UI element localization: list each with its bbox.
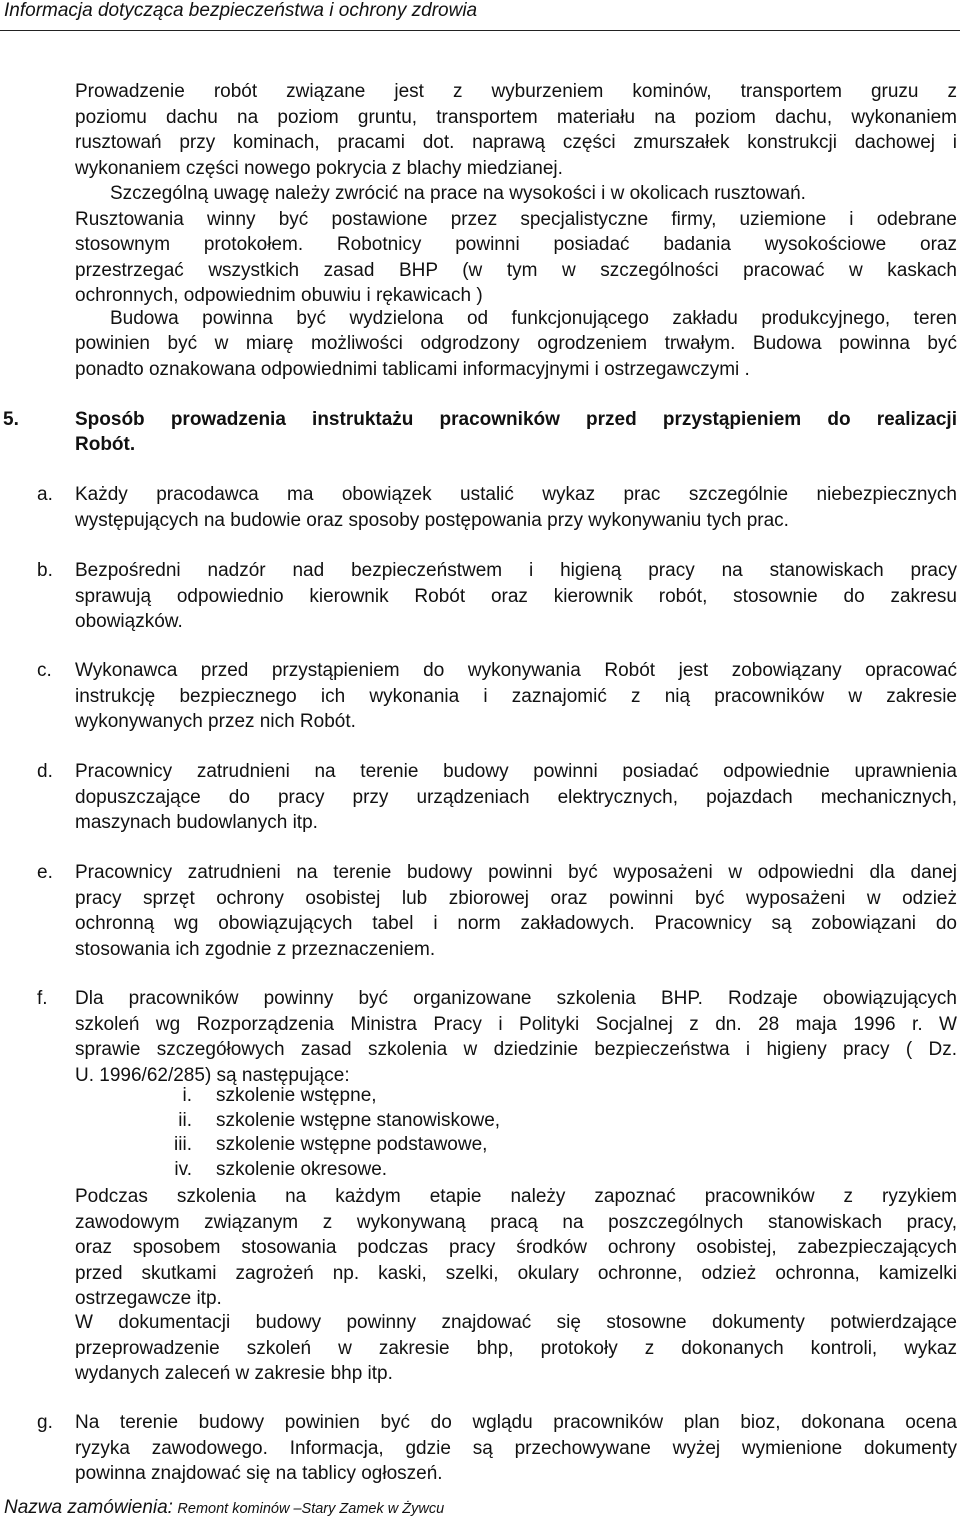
footer xyxy=(4,1497,444,1519)
page-header-title: Informacja dotycząca bezpieczeństwa i ochrony zdrowia xyxy=(4,0,478,21)
text-line: pracy sprzęt ochrony osobistej lub zbiorowej oraz powinni być wyposażeni w odzież xyxy=(75,887,957,909)
text-line: oraz sposobem stosowania podczas pracy środków ochrony osobistej, zabezpieczających xyxy=(75,1237,957,1258)
item-label: c. xyxy=(37,660,52,681)
text-line: Pracownicy zatrudnieni na terenie budowy powinni posiadać odpowiednie uprawnienia xyxy=(75,761,957,782)
item-label: a. xyxy=(37,484,53,505)
item-label: f. xyxy=(37,988,48,1009)
item-label: g. xyxy=(37,1412,53,1433)
text-line: Każdy pracodawca ma obowiązek ustalić wykaz prac szczególnie niebezpiecznych xyxy=(75,484,957,505)
training-item xyxy=(0,1158,600,1183)
text-line: wykonywanych przez nich Robót. xyxy=(75,711,356,732)
training-item xyxy=(0,1084,600,1109)
text-line: wydanych zaleceń w zakresie bhp itp. xyxy=(75,1363,393,1384)
training-number: ii. xyxy=(178,1109,192,1131)
documentation-paragraph xyxy=(75,1310,957,1387)
training-description xyxy=(75,1184,957,1312)
header-divider xyxy=(0,30,960,31)
text-line: Na terenie budowy powinien być do wglądu pracowników plan bioz, dokonana ocena xyxy=(75,1412,957,1433)
text-line: powinien być w miarę możliwości odgrodzony ogrodzeniem trwałym. Budowa powinna być xyxy=(75,333,957,354)
text-line: Prowadzenie robót związane jest z wyburzeniem kominów, transportem gruzu z xyxy=(75,81,957,102)
training-text: szkolenie wstępne stanowiskowe, xyxy=(216,1109,501,1131)
text-line: obowiązków. xyxy=(75,611,183,632)
text-line: Szczególną uwagę należy zwrócić na prace na wysokości i w okolicach rusztowań. xyxy=(110,183,806,204)
text-line: rusztowań przy kominach, pracami dot. naprawą części zmurszałek konstrukcji dachowej i xyxy=(75,132,957,153)
text-line: występujących na budowie oraz sposoby postępowania przy wykonywaniu tych prac. xyxy=(75,509,789,531)
intro-paragraph-1 xyxy=(75,79,957,181)
text-line: Wykonawca przed przystąpieniem do wykonywania Robót jest zobowiązany opracować xyxy=(75,660,957,681)
text-line: Dla pracowników powinny być organizowane szkolenia BHP. Rodzaje obowiązujących xyxy=(75,988,957,1009)
text-line: instrukcję bezpiecznego ich wykonania i zaznajomić z nią pracowników w zakresie xyxy=(75,685,957,707)
text-line: ochronną wg obowiązujących tabel i norm zakładowych. Pracownicy są zobowiązani do xyxy=(75,913,957,934)
text-line: stosownym protokołem. Robotnicy powinni posiadać badania wysokościowe oraz xyxy=(75,234,957,255)
training-text: szkolenie okresowe. xyxy=(216,1158,388,1180)
text-line: ponadto oznakowana odpowiednimi tablicami informacyjnymi i ostrzegawczymi . xyxy=(75,358,750,380)
item-label: d. xyxy=(37,761,53,782)
text-line: ochronnych, odpowiednim obuwiu i rękawicach ) xyxy=(75,285,483,306)
section-title-line: Robót. xyxy=(75,434,136,455)
text-line: szkoleń wg Rozporządzenia Ministra Pracy i Polityki Socjalnej z dn. 28 maja 1996 r. W xyxy=(75,1013,957,1035)
intro-paragraph-3 xyxy=(75,331,957,382)
text-line: ostrzegawcze itp. xyxy=(75,1288,222,1309)
intro-paragraph-2 xyxy=(75,181,957,309)
footer-value: Remont kominów –Stary Zamek w Żywcu xyxy=(177,1501,445,1517)
text-line: sprawują odpowiednio kierownik Robót oraz kierownik robót, stosownie do zakresu xyxy=(75,585,957,607)
intro-paragraph-3-first-line: Budowa powinna być wydzielona od funkcjonującego zakładu produkcyjnego, teren xyxy=(110,308,957,329)
section-number: 5. xyxy=(3,409,19,430)
training-number: iv. xyxy=(174,1158,192,1180)
training-number: iii. xyxy=(174,1134,192,1155)
text-line: wykonaniem części nowego pokrycia z blachy miedzianej. xyxy=(75,157,563,179)
text-line: przed skutkami zagrożeń np. kaski, szelki, okulary ochronne, odzież ochronna, kamizelki xyxy=(75,1262,957,1284)
text-line: przeprowadzenie szkoleń w zakresie bhp, protokoły z dokonanych kontroli, wykaz xyxy=(75,1337,957,1359)
training-item xyxy=(0,1109,600,1134)
item-label: b. xyxy=(37,560,53,581)
text-line: powinna znajdować się na tablicy ogłoszeń. xyxy=(75,1463,443,1484)
text-line: poziomu dachu na poziom gruntu, transportem materiału na poziom dachu, wykonaniem xyxy=(75,106,957,128)
text-line: W dokumentacji budowy powinny znajdować się stosowne dokumenty potwierdzające xyxy=(75,1312,957,1333)
text-line: zawodowym związanym z wykonywaną pracą na poszczególnych stanowiskach pracy, xyxy=(75,1211,957,1233)
section-title-line: Sposób prowadzenia instruktażu pracowników przed przystąpieniem do realizacji xyxy=(75,409,957,430)
text-line: sprawie szczegółowych zasad szkolenia w dziedzinie bezpieczeństwa i higieny pracy ( Dz. xyxy=(75,1039,957,1060)
text-line: stosowania ich zgodnie z przeznaczeniem. xyxy=(75,938,436,960)
item-label: e. xyxy=(37,862,53,883)
text-line: Bezpośredni nadzór nad bezpieczeństwem i higieną pracy na stanowiskach pracy xyxy=(75,560,957,581)
text-line: przestrzegać wszystkich zasad BHP (w tym w szczególności pracować w kaskach xyxy=(75,259,957,281)
training-item xyxy=(0,1133,600,1158)
training-text: szkolenie wstępne podstawowe, xyxy=(216,1134,488,1155)
text-line: dopuszczające do pracy przy urządzeniach elektrycznych, pojazdach mechanicznych, xyxy=(75,786,957,808)
text-line: U. 1996/62/285) są następujące: xyxy=(75,1064,350,1086)
training-text: szkolenie wstępne, xyxy=(216,1085,377,1106)
footer-label: Nazwa zamówienia: xyxy=(4,1497,173,1518)
training-number: i. xyxy=(182,1085,192,1106)
text-line: Pracownicy zatrudnieni na terenie budowy powinni być wyposażeni w odpowiedni dla danej xyxy=(75,862,957,883)
text-line: Podczas szkolenia na każdym etapie należy zapoznać pracowników z ryzykiem xyxy=(75,1186,957,1207)
text-line: ryzyka zawodowego. Informacja, gdzie są przechowywane wyżej wymienione dokumenty xyxy=(75,1437,957,1459)
text-line: Rusztowania winny być postawione przez specjalistyczne firmy, uziemione i odebrane xyxy=(75,208,957,230)
text-line: maszynach budowlanych itp. xyxy=(75,812,318,833)
